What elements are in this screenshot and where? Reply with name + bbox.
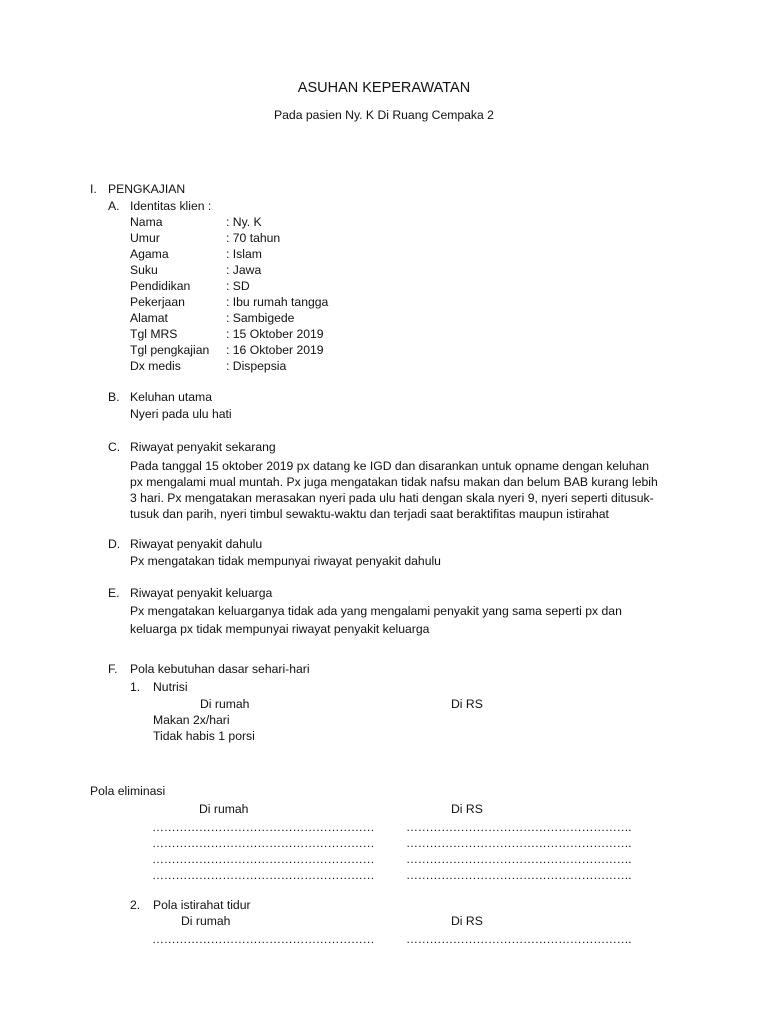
identity-value: : Islam	[226, 247, 262, 261]
blank-line-rs: ………………………………………………….	[406, 868, 632, 882]
column-header-home: Di rumah	[199, 802, 249, 816]
section-heading: PENGKAJIAN	[108, 182, 186, 196]
paragraph-line: px mengalami mual muntah. Px juga mengatakan tidak nafsu makan dan belum BAB kurang lebih	[130, 475, 658, 489]
nutrition-item: Tidak habis 1 porsi	[153, 729, 255, 743]
identity-value: : Jawa	[226, 263, 262, 277]
blank-line-rs: ………………………………………………….	[406, 820, 632, 834]
subsection-heading: Riwayat penyakit keluarga	[130, 586, 273, 600]
item-number: 2.	[130, 898, 141, 912]
column-header-rs: Di RS	[451, 802, 483, 816]
subsection-heading: Riwayat penyakit dahulu	[130, 537, 263, 551]
identity-value: : Ny. K	[226, 215, 262, 229]
identity-value: : 16 Oktober 2019	[226, 343, 324, 357]
item-heading: Pola istirahat tidur	[153, 898, 251, 912]
identity-label: Pendidikan	[130, 279, 191, 293]
blank-line-rs: ………………………………………………….	[406, 836, 632, 850]
identity-label: Pekerjaan	[130, 295, 185, 309]
blank-line-home: …………………………………………………	[152, 820, 375, 834]
paragraph-line: tusuk dan parih, nyeri timbul sewaktu-waktu dan terjadi saat beraktifitas maupun istirahat	[130, 507, 609, 521]
column-header-home: Di rumah	[200, 697, 250, 711]
item-heading: Pola eliminasi	[90, 784, 166, 798]
identity-value: : Ibu rumah tangga	[226, 295, 329, 309]
subsection-letter: D.	[108, 537, 121, 551]
subsection-text: Nyeri pada ulu hati	[130, 407, 232, 421]
section-number: I.	[90, 182, 97, 196]
subsection-heading: Riwayat penyakit sekarang	[130, 440, 276, 454]
identity-value: : Dispepsia	[226, 359, 287, 373]
identity-value: : Sambigede	[226, 311, 295, 325]
identity-label: Suku	[130, 263, 158, 277]
subsection-letter: B.	[108, 390, 120, 404]
identity-label: Agama	[130, 247, 169, 261]
identity-label: Nama	[130, 215, 163, 229]
document-title: ASUHAN KEPERAWATAN	[297, 80, 471, 96]
identity-label: Tgl pengkajian	[130, 343, 210, 357]
identity-value: : SD	[226, 279, 250, 293]
blank-line-rs: ………………………………………………….	[406, 852, 632, 866]
identity-label: Dx medis	[130, 359, 181, 373]
blank-line-rs: ………………………………………………….	[406, 932, 632, 946]
subsection-letter: A.	[108, 199, 120, 213]
identity-label: Alamat	[130, 311, 168, 325]
paragraph-line: 3 hari. Px mengatakan merasakan nyeri pada ulu hati dengan skala nyeri 9, nyeri seperti ditusuk-	[130, 491, 654, 505]
identity-label: Tgl MRS	[130, 327, 178, 341]
blank-line-home: …………………………………………………	[152, 932, 375, 946]
column-header-rs: Di RS	[451, 697, 483, 711]
subsection-heading: Identitas klien :	[130, 199, 212, 213]
paragraph-line: Pada tanggal 15 oktober 2019 px datang ke IGD dan disarankan untuk opname dengan keluhan	[130, 459, 650, 473]
paragraph-line: Px mengatakan keluarganya tidak ada yang mengalami penyakit yang sama seperti px dan	[130, 604, 622, 618]
nutrition-item: Makan 2x/hari	[153, 713, 230, 727]
blank-line-home: …………………………………………………	[152, 868, 375, 882]
identity-value: : 70 tahun	[226, 231, 281, 245]
document-subtitle: Pada pasien Ny. K Di Ruang Cempaka 2	[274, 108, 494, 122]
subsection-heading: Pola kebutuhan dasar sehari-hari	[130, 662, 310, 676]
identity-label: Umur	[130, 231, 160, 245]
subsection-letter: C.	[108, 440, 121, 454]
column-header-home: Di rumah	[181, 914, 231, 928]
subsection-letter: E.	[108, 586, 120, 600]
subsection-letter: F.	[108, 662, 118, 676]
column-header-rs: Di RS	[451, 914, 483, 928]
item-heading: Nutrisi	[153, 680, 188, 694]
paragraph-line: keluarga px tidak mempunyai riwayat penyakit keluarga	[130, 622, 430, 636]
subsection-heading: Keluhan utama	[130, 390, 212, 404]
identity-value: : 15 Oktober 2019	[226, 327, 324, 341]
blank-line-home: …………………………………………………	[152, 852, 375, 866]
item-number: 1.	[130, 680, 141, 694]
blank-line-home: …………………………………………………	[152, 836, 375, 850]
subsection-text: Px mengatakan tidak mempunyai riwayat penyakit dahulu	[130, 554, 441, 568]
